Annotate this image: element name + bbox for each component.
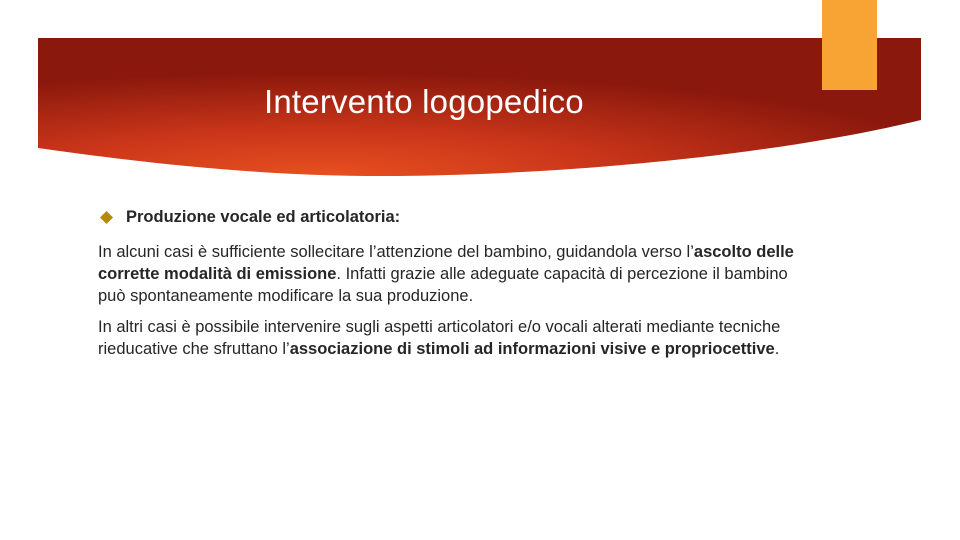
bullet-heading (100, 208, 400, 227)
accent-tab (822, 0, 877, 90)
paragraph1-text-a: In alcuni casi è sufficiente sollecitare l’attenzione del bambino, guidandola verso l’ (98, 243, 694, 261)
paragraph1-text-b: . Infatti grazie alle adeguate capacità di percezione il bambino può spontaneamente modificare la sua produzione. (98, 265, 788, 305)
slide-title: Intervento logopedico (264, 83, 584, 120)
bullet-heading-text: Produzione vocale ed articolatoria: (126, 208, 401, 226)
paragraph2-emphasis: associazione di stimoli ad informazioni visive e propriocettive (289, 340, 775, 358)
diamond-bullet-icon (100, 211, 113, 224)
paragraph2-text-a: In altri casi è possibile intervenire sugli aspetti articolatori e/o vocali alterati mediante tecniche rieducative che sfruttano l’ (98, 318, 781, 358)
paragraph-rehabilitation (98, 316, 798, 360)
paragraph-listening (98, 241, 798, 307)
paragraph2-text-b: . (774, 340, 780, 358)
paragraph1-emphasis: ascolto delle corrette modalità di emissione (98, 243, 794, 283)
